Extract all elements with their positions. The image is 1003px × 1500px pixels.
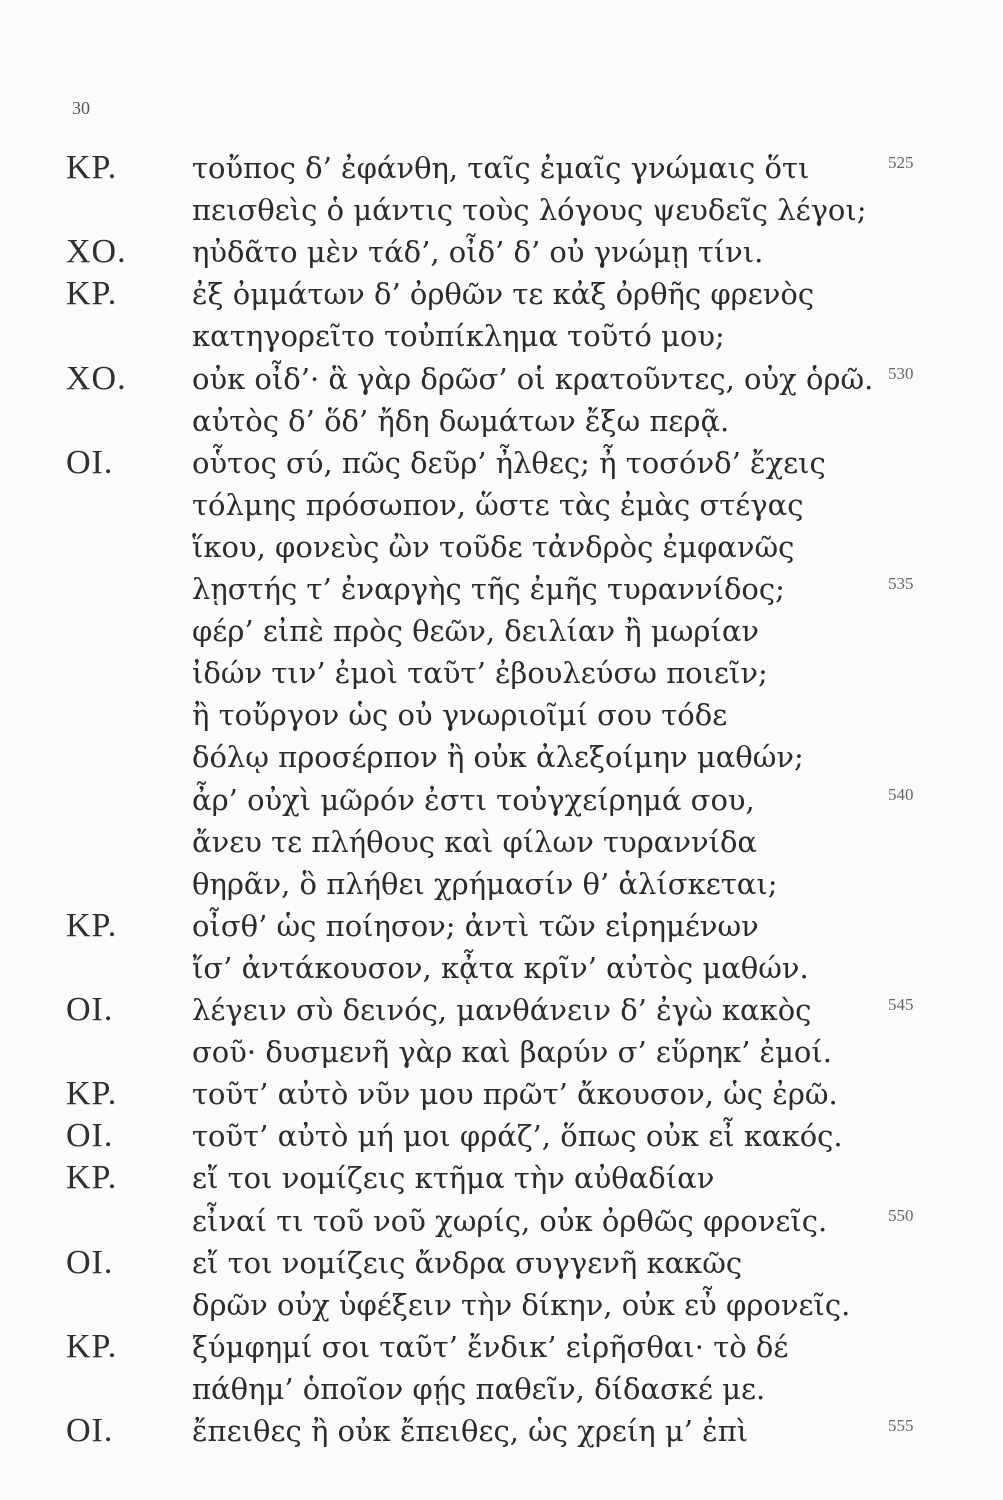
verse-line [0,1369,1003,1409]
verse-text-line: λέγειν σὺ δεινός, μανθάνειν δ’ ἐγὼ κακὸς [192,993,812,1027]
verse-line [0,274,1003,314]
verse-text-line: οὗτος σύ, πῶς δεῦρ’ ἦλθες; ἦ τοσόνδ’ ἔχεις [192,446,826,480]
verse-line [0,948,1003,988]
speaker-label: ΚΡ. [66,275,118,312]
verse-text-line: ἐξ ὀμμάτων δ’ ὀρθῶν τε κἀξ ὀρθῆς φρενὸς [192,277,815,311]
verse-line [0,780,1003,820]
speaker-label: ΚΡ. [66,1159,118,1196]
verse-text-line: εἴ τοι νομίζεις ἄνδρα συγγενῆ κακῶς [192,1246,743,1280]
verse-text-line: τόλμης πρόσωπον, ὥστε τὰς ἐμὰς στέγας [192,488,804,522]
line-number: 545 [888,995,914,1014]
speaker-label: ΚΡ. [66,1075,118,1112]
verse-text-line: δρῶν οὐχ ὑφέξειν τὴν δίκην, οὐκ εὖ φρονεῖς. [192,1288,851,1322]
verse-text-line: κατηγορεῖτο τοὐπίκλημα τοῦτό μου; [192,319,725,353]
verse-line [0,443,1003,483]
speaker-label: ΟΙ. [66,991,114,1028]
verse-line [0,1285,1003,1325]
verse-text-line: ηὐδᾶτο μὲν τάδ’, οἶδ’ δ’ οὐ γνώμῃ τίνι. [192,235,764,269]
verse-text-line: ἄνευ τε πλήθους καὶ φίλων τυραννίδα [192,825,758,859]
verse-line [0,190,1003,230]
verse-line [0,1116,1003,1156]
speaker-label: ΟΙ. [66,1117,114,1154]
verse-text-line: σοῦ· δυσμενῆ γὰρ καὶ βαρύν σ’ εὕρηκ’ ἐμοί. [192,1035,832,1069]
verse-line [0,401,1003,441]
verse-line [0,1327,1003,1367]
verse-text-line: εἶναί τι τοῦ νοῦ χωρίς, οὐκ ὀρθῶς φρονεῖς. [192,1204,828,1238]
verse-line [0,359,1003,399]
speaker-label: ΚΡ. [66,907,118,944]
verse-line [0,822,1003,862]
verse-line [0,148,1003,188]
speaker-label: ΧΟ. [66,360,127,397]
verse-line [0,1411,1003,1451]
verse-line [0,1158,1003,1198]
verse-text-line: ἔπειθες ἢ οὐκ ἔπειθες, ὡς χρείη μ’ ἐπὶ [192,1414,749,1448]
verse-text-line: τοῦτ’ αὐτὸ νῦν μου πρῶτ’ ἄκουσον, ὡς ἐρῶ. [192,1077,838,1111]
verse-line [0,990,1003,1030]
verse-text-line: πεισθεὶς ὁ μάντις τοὺς λόγους ψευδεῖς λέγοι; [192,193,867,227]
line-number: 530 [888,364,914,383]
verse-line [0,316,1003,356]
verse-line [0,1074,1003,1114]
speaker-label: ΟΙ. [66,1244,114,1281]
verse-text-line: τοὔπος δ’ ἐφάνθη, ταῖς ἐμαῖς γνώμαις ὅτι [192,151,810,185]
verse-line [0,1243,1003,1283]
verse-text-line: ἰδών τιν’ ἐμοὶ ταῦτ’ ἐβουλεύσω ποιεῖν; [192,656,768,690]
verse-text-line: ἆρ’ οὐχὶ μῶρόν ἐστι τοὐγχείρημά σου, [192,783,755,817]
speaker-label: ΚΡ. [66,149,118,186]
verse-line [0,485,1003,525]
line-number: 555 [888,1416,914,1435]
verse-text-line: εἴ τοι νομίζεις κτῆμα τὴν αὐθαδίαν [192,1161,715,1195]
speaker-label: ΧΟ. [66,233,127,270]
verse-line [0,1032,1003,1072]
verse-text-line: δόλῳ προσέρπον ἢ οὐκ ἀλεξοίμην μαθών; [192,740,804,774]
verse-text-line: ἢ τοὔργον ὡς οὐ γνωριοῖμί σου τόδε [192,698,728,732]
speaker-label: ΚΡ. [66,1328,118,1365]
verse-text-line: πάθημ’ ὁποῖον φῄς παθεῖν, δίδασκέ με. [192,1372,766,1406]
verse-text-line: αὐτὸς δ’ ὅδ’ ἤδη δωμάτων ἔξω περᾷ. [192,404,730,438]
verse-line [0,653,1003,693]
verse-line [0,1201,1003,1241]
verse-text-line: λῃστής τ’ ἐναργὴς τῆς ἐμῆς τυραννίδος; [192,572,785,606]
line-number: 525 [888,153,914,172]
verse-text-line: οἶσθ’ ὡς ποίησον; ἀντὶ τῶν εἰρημένων [192,909,759,943]
speaker-label: ΟΙ. [66,444,114,481]
verse-text-line: τοῦτ’ αὐτὸ μή μοι φράζ’, ὅπως οὐκ εἶ κακός. [192,1119,843,1153]
page-number: 30 [72,98,90,118]
line-number: 535 [888,574,914,593]
verse-text-line: ἴσ’ ἀντάκουσον, κᾆτα κρῖν’ αὐτὸς μαθών. [192,951,809,985]
verse-line [0,864,1003,904]
verse-text-line: οὐκ οἶδ’· ἃ γὰρ δρῶσ’ οἱ κρατοῦντες, οὐχ ὁρῶ. [192,362,874,396]
verse-text-line: ἵκου, φονεὺς ὢν τοῦδε τἀνδρὸς ἐμφανῶς [192,530,795,564]
line-number: 540 [888,785,914,804]
verse-line [0,695,1003,735]
verse-line [0,737,1003,777]
verse-text-line: θηρᾶν, ὃ πλήθει χρήμασίν θ’ ἁλίσκεται; [192,867,778,901]
speaker-label: ΟΙ. [66,1412,114,1449]
verse-line [0,527,1003,567]
line-number: 550 [888,1206,914,1225]
verse-line [0,906,1003,946]
verse-line [0,569,1003,609]
verse-text-line: φέρ’ εἰπὲ πρὸς θεῶν, δειλίαν ἢ μωρίαν [192,614,760,648]
verse-line [0,232,1003,272]
verse-text-line: ξύμφημί σοι ταῦτ’ ἔνδικ’ εἰρῆσθαι· τὸ δέ [192,1330,789,1364]
verse-line [0,611,1003,651]
